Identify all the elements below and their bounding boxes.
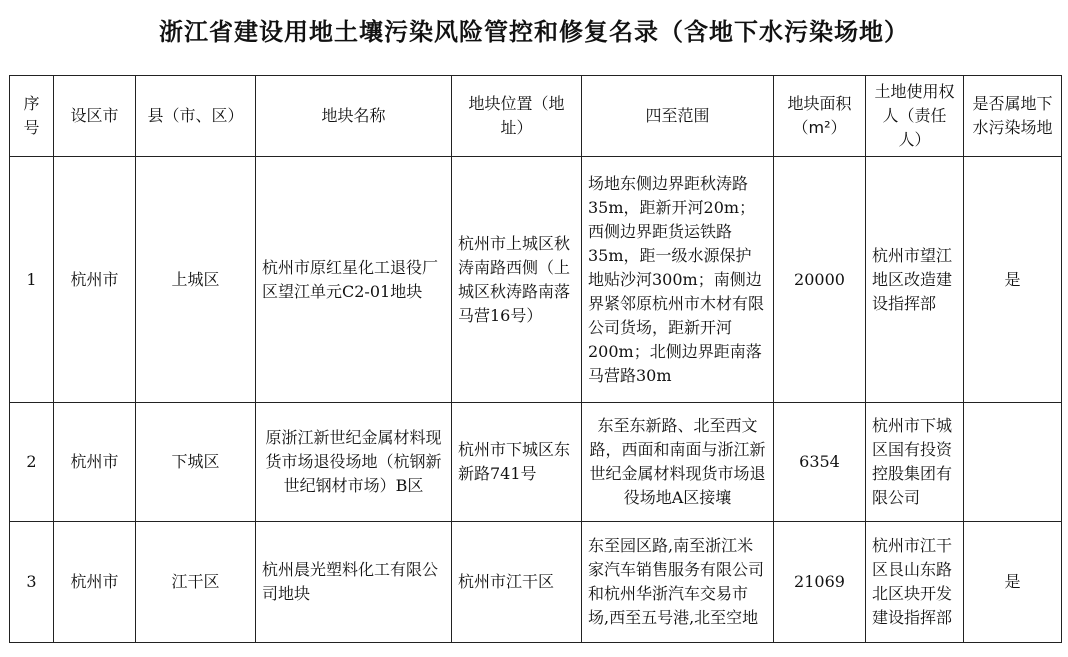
cell-location: 杭州市江干区 [452,522,582,643]
cell-plot-name: 杭州晨光塑料化工有限公司地块 [256,522,452,643]
cell-groundwater: 是 [964,522,1062,643]
cell-plot-name: 原浙江新世纪金属材料现货市场退役场地（杭钢新世纪钢材市场）B区 [256,403,452,522]
cell-location: 杭州市上城区秋涛南路西侧（上城区秋涛路南落马营16号） [452,157,582,403]
cell-county: 江干区 [136,522,256,643]
header-county: 县（市、区） [136,76,256,157]
registry-table [9,75,1062,643]
header-boundary: 四至范围 [582,76,774,157]
cell-city: 杭州市 [54,522,136,643]
cell-area: 20000 [774,157,866,403]
header-city: 设区市 [54,76,136,157]
cell-boundary: 东至东新路、北至西文路，西面和南面与浙江新世纪金属材料现货市场退役场地A区接壤 [582,403,774,522]
cell-county: 上城区 [136,157,256,403]
header-plot-name: 地块名称 [256,76,452,157]
cell-groundwater: 是 [964,157,1062,403]
header-no: 序号 [10,76,54,157]
table-row [10,157,1062,403]
header-area: 地块面积（m²） [774,76,866,157]
document-title: 浙江省建设用地土壤污染风险管控和修复名录（含地下水污染场地） [159,18,909,46]
cell-area: 6354 [774,403,866,522]
cell-no: 2 [10,403,54,522]
header-row [10,76,1062,157]
table-row [10,403,1062,522]
cell-owner: 杭州市下城区国有投资控股集团有限公司 [866,403,964,522]
cell-city: 杭州市 [54,157,136,403]
cell-groundwater [964,403,1062,522]
cell-owner: 杭州市望江地区改造建设指挥部 [866,157,964,403]
cell-location: 杭州市下城区东新路741号 [452,403,582,522]
cell-county: 下城区 [136,403,256,522]
cell-no: 1 [10,157,54,403]
cell-city: 杭州市 [54,403,136,522]
cell-area: 21069 [774,522,866,643]
header-owner: 土地使用权人（责任人） [866,76,964,157]
table-row [10,522,1062,643]
cell-no: 3 [10,522,54,643]
header-groundwater: 是否属地下水污染场地 [964,76,1062,157]
cell-boundary: 场地东侧边界距秋涛路35m，距新开河20m；西侧边界距货运铁路35m，距一级水源保护地贴沙河300m；南侧边界紧邻原杭州市木材有限公司货场，距新开河200m；北侧边界距南落马营路30m [582,157,774,403]
header-location: 地块位置（地址） [452,76,582,157]
cell-boundary: 东至园区路,南至浙江米家汽车销售服务有限公司和杭州华浙汽车交易市场,西至五号港,北至空地 [582,522,774,643]
cell-owner: 杭州市江干区艮山东路北区块开发建设指挥部 [866,522,964,643]
cell-plot-name: 杭州市原红星化工退役厂区望江单元C2-01地块 [256,157,452,403]
